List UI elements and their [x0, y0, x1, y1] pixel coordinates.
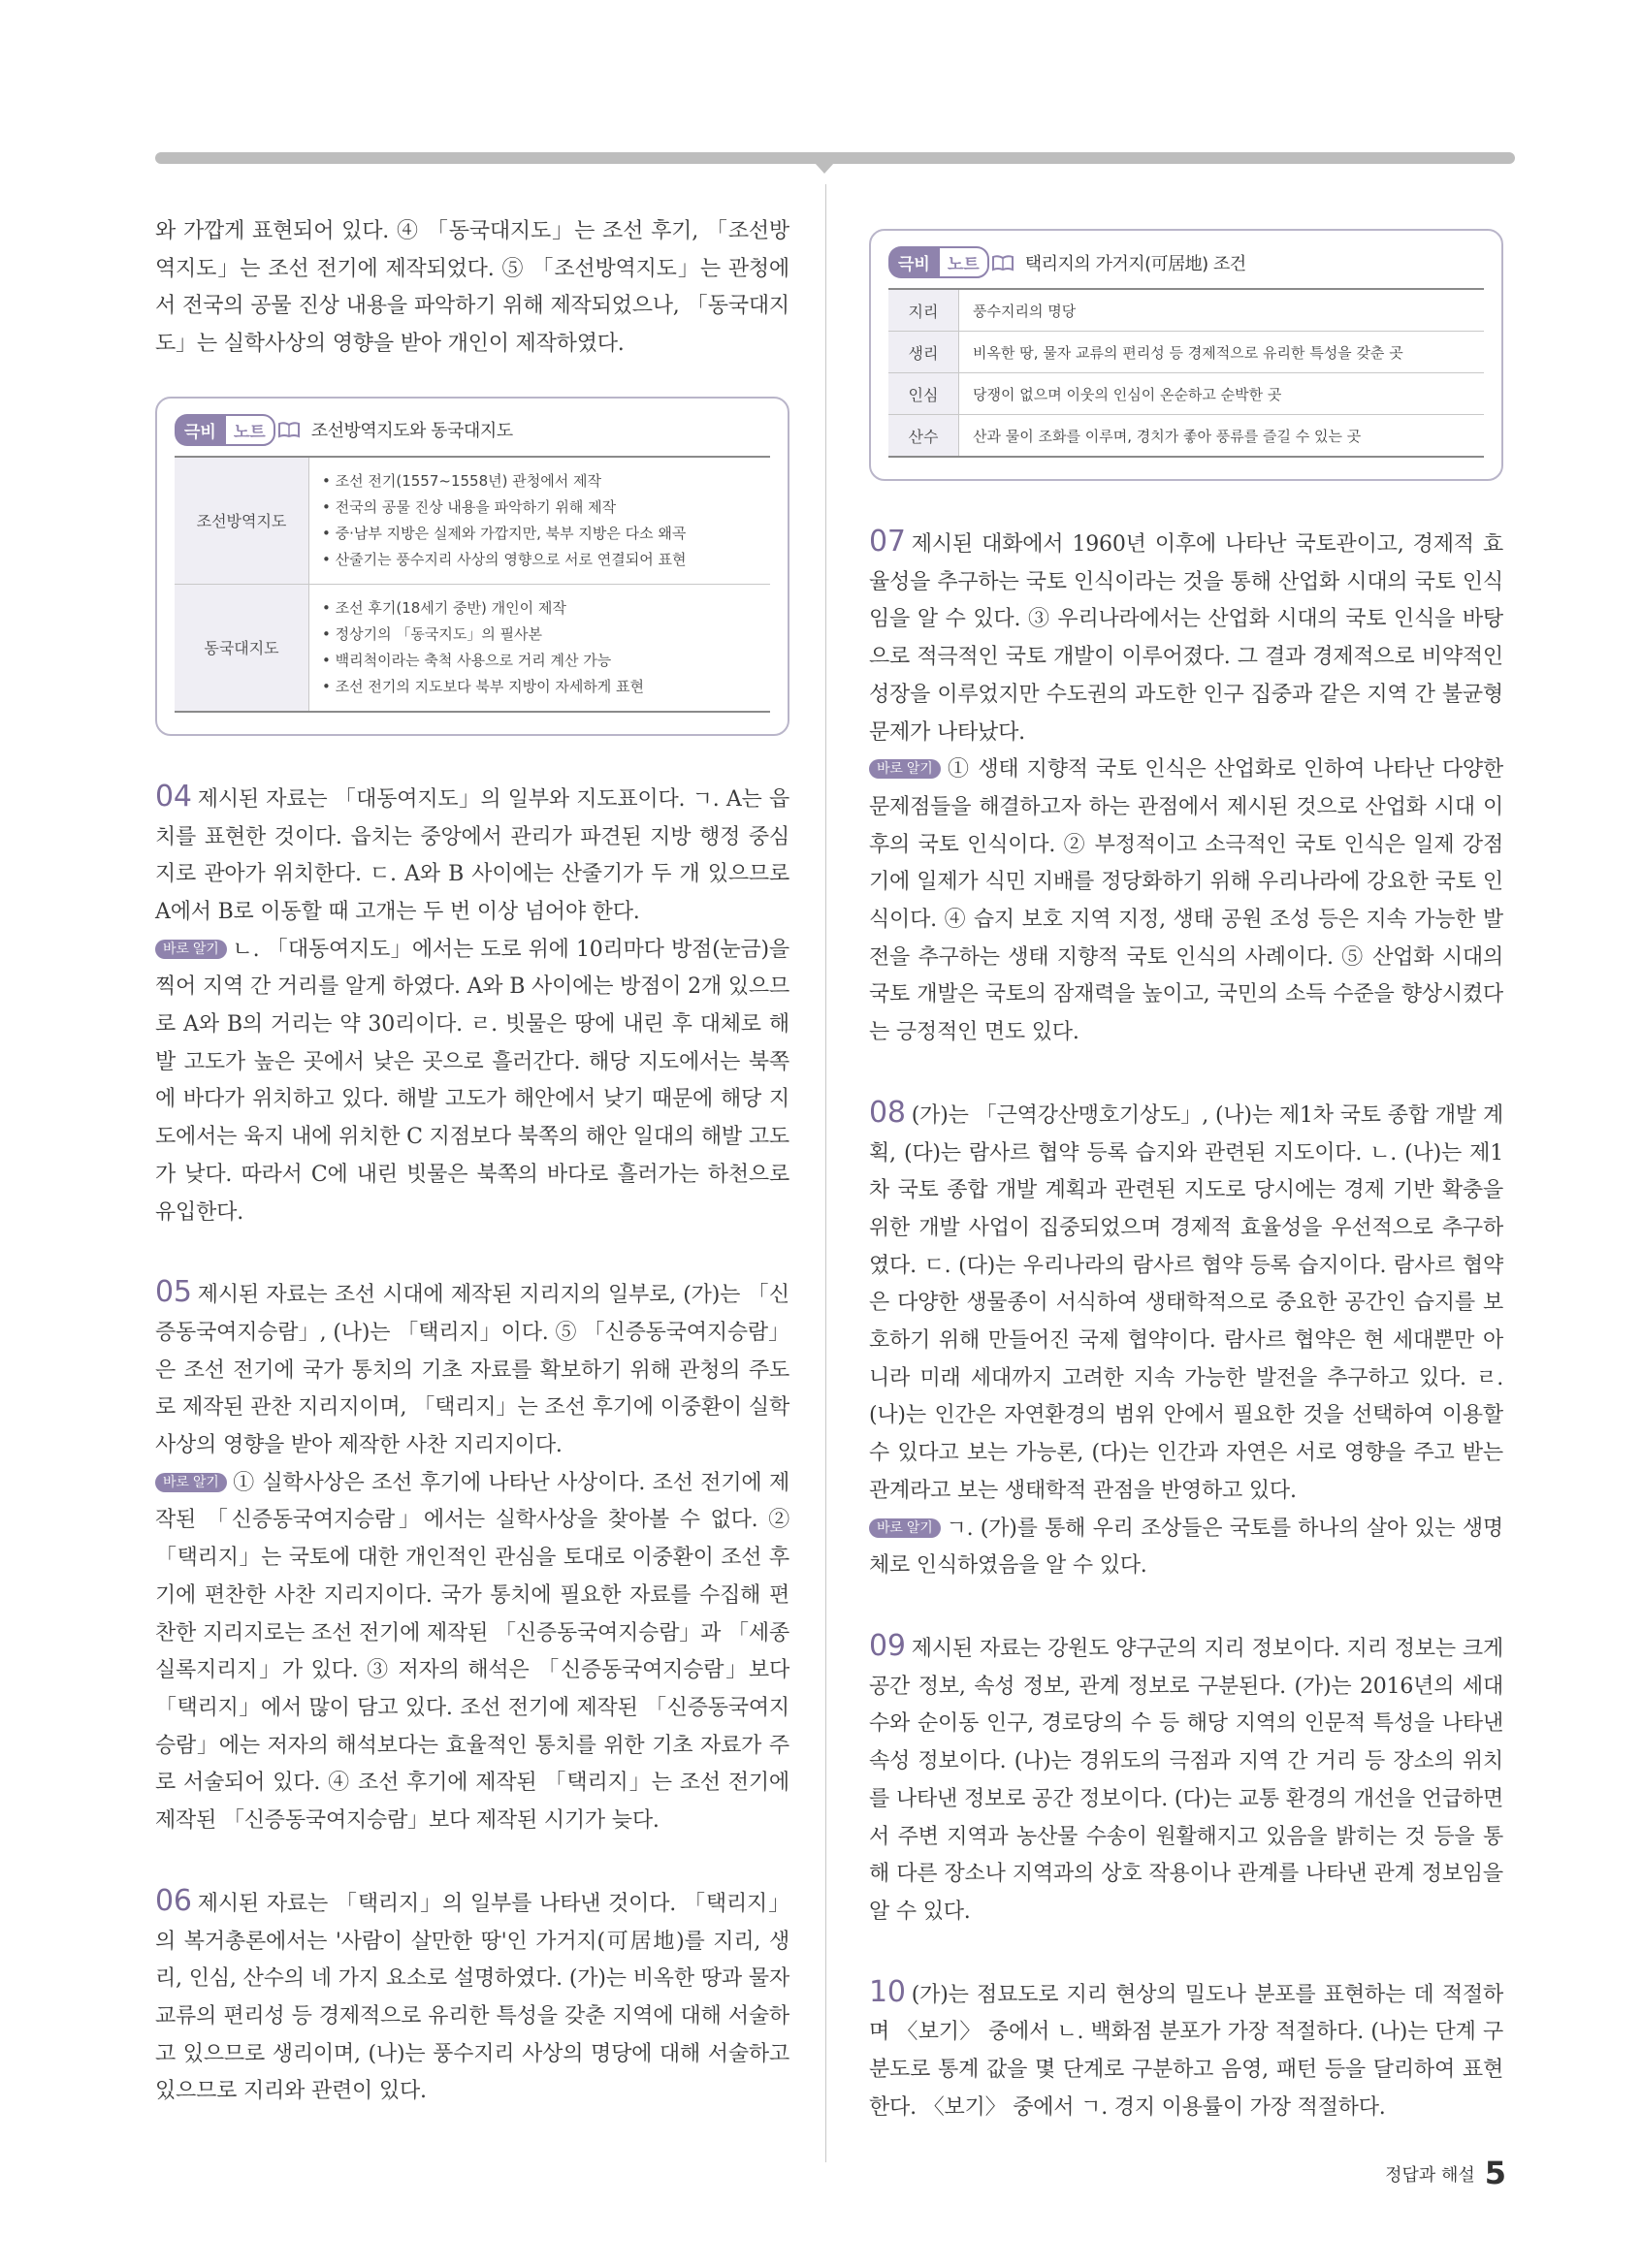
correction: ① 실학사상은 조선 후기에 나타난 사상이다. 조선 전기에 제작된 「신증동국여지승람」에서는 실학사상을 찾아볼 수 없다. ② 「택리지」는 국토에 대한 개인적인 관심을 토대로 이중환이 조선 후기에 편찬한 사찬 지리지이다. 국가 통치에 필요한 자료를 수집해 편찬한 지리지로는 조선 전기에 제작된 「신증동국여지승람」과 「세종실록지리지」가 있다. ③ 저자의 해석은 「신증동국여지승람」보다 「택리지」에서 많이 담고 있다. 조선 전기에 제작된 「신증동국여지승람」에는 저자의 해석보다는 효율적인 통치를 위한 기초 자료가 주로 서술되어 있다. ④ 조선 후기에 제작된 「택리지」는 조선 전기에 제작된 「신증동국여지승람」보다 제작된 시기가 늦다.	[155, 1470, 789, 1834]
row-key: 인심	[888, 373, 959, 415]
list-item: • 조선 전기의 지도보다 북부 지방이 자세하게 표현	[322, 674, 769, 700]
correction-badge: 바로 알기	[869, 1518, 941, 1538]
row-key: 산수	[888, 415, 959, 458]
row-key: 지리	[888, 289, 959, 332]
correction-badge: 바로 알기	[155, 940, 227, 959]
explanation: 제시된 자료는 「택리지」의 일부를 나타낸 것이다. 「택리지」의 복거총론에서는 '사람이 살만한 땅'인 가거지(可居地)를 지리, 생리, 인심, 산수의 네 가지 요소로 설명하였다. (가)는 비옥한 땅과 물자 교류의 편리성 등 경제적으로 유리한 특성을 갖춘 지역에 대해 서술하고 있으므로 생리이며, (나)는 풍수지리 사상의 명당에 대해 서술하고 있으므로 지리와 관련이 있다.	[155, 1891, 789, 2104]
left-column	[155, 213, 789, 2111]
question-number: 08	[869, 1095, 906, 1130]
row-value: 산과 물이 조화를 이루며, 경치가 좋아 풍류를 즐길 수 있는 곳	[959, 415, 1485, 458]
answer-07	[869, 524, 1503, 1052]
note-header	[888, 246, 1484, 278]
note-box-livable-land	[869, 229, 1503, 481]
question-number: 06	[155, 1883, 192, 1918]
question-number: 09	[869, 1628, 906, 1663]
row-key: 생리	[888, 332, 959, 373]
footer-label: 정답과 해설	[1385, 2165, 1475, 2186]
answer-text	[155, 779, 789, 932]
list-item: • 전국의 공물 진상 내용을 파악하기 위해 제작	[322, 495, 769, 521]
table-row	[175, 584, 770, 712]
correction: ㄱ. (가)를 통해 우리 조상들은 국토를 하나의 살아 있는 생명체로 인식하였음을 알 수 있다.	[869, 1516, 1503, 1579]
explanation: 제시된 자료는 「대동여지도」의 일부와 지도표이다. ㄱ. A는 읍치를 표현한 것이다. 읍치는 중앙에서 관리가 파견된 지방 행정 중심지로 관아가 위치한다. ㄷ. A와 B 사이에는 산줄기가 두 개 있으므로 A에서 B로 이동할 때 고개는 두 번 이상 넘어야 한다.	[155, 786, 789, 924]
answer-06	[155, 1883, 789, 2111]
row-value	[309, 457, 771, 585]
list-item: • 백리척이라는 축척 사용으로 거리 계산 가능	[322, 648, 769, 674]
question-number: 07	[869, 525, 906, 559]
answer-text	[869, 1628, 1503, 1932]
list-item: • 산줄기는 풍수지리 사상의 영향으로 서로 연결되어 표현	[322, 547, 769, 573]
row-key: 동국대지도	[175, 584, 309, 712]
answer-text	[869, 1095, 1503, 1511]
answer-09	[869, 1628, 1503, 1932]
correction-text	[155, 1465, 789, 1840]
column-divider	[825, 184, 826, 2162]
correction: ① 생태 지향적 국토 인식은 산업화로 인하여 나타난 다양한 문제점들을 해결하고자 하는 관점에서 제시된 것으로 산업화 시대 이후의 국토 인식이다. ② 부정적이고 소극적인 국토 인식은 일제 강점기에 일제가 식민 지배를 정당화하기 위해 우리나라에 강요한 국토 인식이다. ④ 습지 보호 지역 지정, 생태 공원 조성 등은 지속 가능한 발전을 추구하는 생태 지향적 국토 인식의 사례이다. ⑤ 산업화 시대의 국토 개발은 국토의 잠재력을 높이고, 국민의 소득 수준을 향상시켰다는 긍정적인 면도 있다.	[869, 757, 1503, 1045]
correction-badge: 바로 알기	[869, 759, 941, 779]
note-table-maps	[175, 456, 770, 713]
header-notch-decoration	[805, 152, 844, 176]
note-header	[175, 414, 770, 446]
page-number: 5	[1484, 2155, 1506, 2191]
explanation: 제시된 대화에서 1960년 이후에 나타난 국토관이고, 경제적 효율성을 추구하는 국토 인식이라는 것을 통해 산업화 시대의 국토 인식임을 알 수 있다. ③ 우리나라에서는 산업화 시대의 국토 인식을 바탕으로 적극적인 국토 개발이 이루어졌다. 그 결과 경제적으로 비약적인 성장을 이루었지만 수도권의 과도한 인구 집중과 같은 지역 간 불균형 문제가 나타났다.	[869, 532, 1503, 745]
note-tag-label-2: 노트	[938, 246, 989, 278]
explanation: (가)는 점묘도로 지리 현상의 밀도나 분포를 표현하는 데 적절하며 〈보기〉 중에서 ㄴ. 백화점 분포가 가장 적절하다. (나)는 단계 구분도로 통계 값을 몇 단계로 구분하고 음영, 패턴 등을 달리하여 표현한다. 〈보기〉 중에서 ㄱ. 경지 이용률이 가장 적절하다.	[869, 1982, 1503, 2120]
answer-text	[869, 1974, 1503, 2127]
note-box-maps	[155, 397, 789, 736]
page-footer	[1385, 2155, 1506, 2191]
correction-text	[869, 1511, 1503, 1585]
answer-05	[155, 1274, 789, 1840]
table-row	[175, 457, 770, 585]
note-title: 택리지의 가거지(可居地) 조건	[1024, 253, 1246, 274]
list-item: • 조선 전기(1557~1558년) 관청에서 제작	[322, 468, 769, 495]
correction-badge: 바로 알기	[155, 1473, 227, 1492]
correction-text	[155, 932, 789, 1232]
explanation: 제시된 자료는 조선 시대에 제작된 지리지의 일부로, (가)는 「신증동국여지승람」, (나)는 「택리지」이다. ⑤ 「신증동국여지승람」은 조선 전기에 국가 통치의 기초 자료를 확보하기 위해 관청의 주도로 제작된 관찬 지리지이며, 「택리지」는 조선 후기에 이중환이 실학사상의 영향을 받아 제작한 사찬 지리지이다.	[155, 1283, 789, 1458]
note-tag	[175, 414, 300, 446]
list-item: • 조선 후기(18세기 중반) 개인이 제작	[322, 595, 769, 622]
correction-text	[869, 751, 1503, 1052]
note-tag	[888, 246, 1014, 278]
answer-04	[155, 779, 789, 1231]
note-table-conditions	[888, 288, 1484, 458]
answer-text	[155, 1883, 789, 2111]
note-tag-label-1: 극비	[888, 246, 938, 278]
explanation: 제시된 자료는 강원도 양구군의 지리 정보이다. 지리 정보는 크게 공간 정보, 속성 정보, 관계 정보로 구분된다. (가)는 2016년의 세대 수와 순이동 인구, 경로당의 수 등 해당 지역의 인문적 특성을 나타낸 속성 정보이다. (나)는 경위도의 극점과 지역 간 거리 등 장소의 위치를 나타낸 정보로 공간 정보이다. (다)는 교통 환경의 개선을 언급하면서 주변 지역과 농산물 수송이 원활해지고 있음을 밝히는 것 등을 통해 다른 장소나 지역과의 상호 작용이나 관계를 나타낸 관계 정보임을 알 수 있다.	[869, 1636, 1503, 1924]
question-number: 05	[155, 1275, 192, 1310]
table-row	[888, 373, 1484, 415]
right-column	[869, 229, 1503, 2126]
list-item: • 중·남부 지방은 실제와 가깝지만, 북부 지방은 다소 왜곡	[322, 521, 769, 547]
question-number: 10	[869, 1974, 906, 2009]
table-row	[888, 415, 1484, 458]
question-number: 04	[155, 779, 192, 814]
note-tag-label-1: 극비	[175, 414, 224, 446]
row-value: 당쟁이 없으며 이웃의 인심이 온순하고 순박한 곳	[959, 373, 1485, 415]
note-title: 조선방역지도와 동국대지도	[310, 421, 513, 442]
answer-text	[869, 524, 1503, 751]
answer-10	[869, 1974, 1503, 2127]
list-item: • 정상기의 「동국지도」의 필사본	[322, 622, 769, 648]
book-icon	[992, 254, 1014, 272]
answer-08	[869, 1095, 1503, 1585]
note-tag-label-2: 노트	[224, 414, 275, 446]
row-value	[309, 584, 771, 712]
table-row	[888, 332, 1484, 373]
row-value: 풍수지리의 명당	[959, 289, 1485, 332]
row-value: 비옥한 땅, 물자 교류의 편리성 등 경제적으로 유리한 특성을 갖춘 곳	[959, 332, 1485, 373]
explanation: (가)는 「근역강산맹호기상도」, (나)는 제1차 국토 종합 개발 계획, (다)는 람사르 협약 등록 습지와 관련된 지도이다. ㄴ. (나)는 제1차 국토 종합 개발 계획과 관련된 지도로 당시에는 경제 기반 확충을 위한 개발 사업이 집중되었으며 경제적 효율성을 우선적으로 추구하였다. ㄷ. (다)는 우리나라의 람사르 협약 등록 습지이다. 람사르 협약은 다양한 생물종이 서식하여 생태학적으로 중요한 공간인 습지를 보호하기 위해 만들어진 국제 협약이다. 람사르 협약은 현 세대뿐만 아니라 미래 세대까지 고려한 지속 가능한 발전을 추구하고 있다. ㄹ. (나)는 인간은 자연환경의 범위 안에서 필요한 것을 선택하여 이용할 수 있다고 보는 가능론, (다)는 인간과 자연은 서로 영향을 주고 받는 관계라고 보는 생태학적 관점을 반영하고 있다.	[869, 1102, 1503, 1503]
intro-paragraph: 와 가깝게 표현되어 있다. ④ 「동국대지도」는 조선 후기, 「조선방역지도」는 조선 전기에 제작되었다. ⑤ 「조선방역지도」는 관청에서 전국의 공물 진상 내용을 파악하기 위해 제작되었으나, 「동국대지도」는 실학사상의 영향을 받아 개인이 제작하였다.	[155, 219, 789, 357]
answer-text	[155, 1274, 789, 1465]
row-key: 조선방역지도	[175, 457, 309, 585]
book-icon	[278, 421, 300, 438]
correction: ㄴ. 「대동여지도」에서는 도로 위에 10리마다 방점(눈금)을 찍어 지역 간 거리를 알게 하였다. A와 B 사이에는 방점이 2개 있으므로 A와 B의 거리는 약 30리이다. ㄹ. 빗물은 땅에 내린 후 대체로 해발 고도가 높은 곳에서 낮은 곳으로 흘러간다. 해당 지도에서는 북쪽에 바다가 위치하고 있다. 해발 고도가 해안에서 낮기 때문에 해당 지도에서는 육지 내에 위치한 C 지점보다 북쪽의 해안 일대의 해발 고도가 낮다. 따라서 C에 내린 빗물은 북쪽의 바다로 흘러가는 하천으로 유입한다.	[155, 937, 789, 1225]
table-row	[888, 289, 1484, 332]
